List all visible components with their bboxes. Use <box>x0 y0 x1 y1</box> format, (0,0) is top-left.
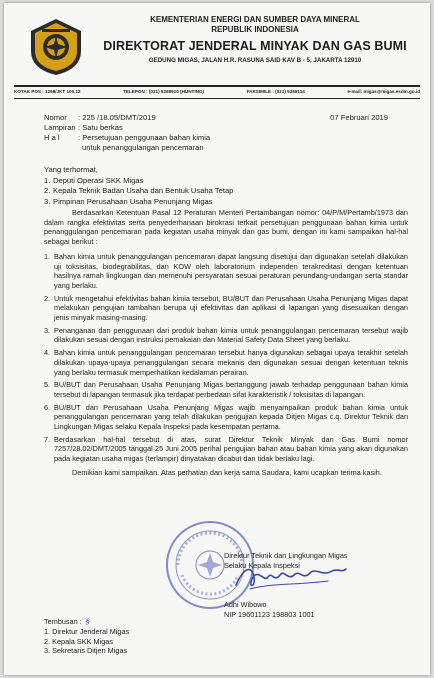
meta-lampiran <box>44 123 414 133</box>
lampiran-label: Lampiran <box>44 123 76 132</box>
republic-name: REPUBLIK INDONESIA <box>211 25 299 34</box>
handwritten-signature-icon <box>230 559 350 595</box>
list-item: 1. Bahan kimia untuk penanggulangan pencemaran dapat langsung disetujui dan digunakan setelah dilakukan uji toksisitas, biodegrabilitas, dan KOW oleh laboratorium independen terakreditasi dengan ketentuan hasilnya ramah lingkungan dan memenuhi persyaratan sesuai peraturan perundang-undangan serta standar yang berlaku. <box>44 251 408 290</box>
nomor-value: : 225 /18.05/DMT/2019 <box>78 113 156 122</box>
signatory-title: Direktur Teknik dan Lingkungan Migas <box>224 551 348 560</box>
points-list <box>44 252 408 464</box>
letter-date: 07 Februari 2019 <box>330 113 388 122</box>
cc-label: Tembusan : <box>44 617 82 626</box>
fax: FAKSIMILE : (021) 5268114 <box>246 89 305 94</box>
list-item: 7. Berdasarkan hal-hal tersebut di atas, surat Direktur Teknik Minyak dan Gas Bumi nomor 7257/28.02/DMT/2005 tanggal 25 Juni 2005 perihal pengujian bahan atau bahan kimia yang akan digunakan pada kegiatan usaha migas (terlampir) dinyatakan dicabut dan tidak berlaku lagi. <box>44 434 408 464</box>
meta-hal-cont <box>44 143 414 153</box>
hal-label: H a l <box>44 133 60 142</box>
list-item: 2. Kepala SKK Migas <box>44 636 113 646</box>
greeting: Yang terhormat, <box>44 165 98 174</box>
esdm-logo-icon <box>28 17 84 77</box>
header-divider <box>14 85 420 87</box>
recipient-list <box>44 176 404 208</box>
list-item: 4. Bahan kimia untuk penanggulangan pencemaran tersebut hanya digunakan sebagai upaya terakhir setelah dilakukan upaya-upaya penanggulangan secara mekanis dan digunakan sesuai dengan ketentuan teknis yang berlaku termasuk memperhatikan kedalaman perairan. <box>44 348 408 377</box>
list-item: 3. Penanganan dan penggunaan dari produk bahan kimia untuk penanggulangan pencemaran tersebut wajib dilakukan sesuai dengan instruksi pemakaian dan Material Safety Data Sheet yang berlaku. <box>44 325 408 345</box>
recipients <box>44 165 404 207</box>
letter-meta <box>44 113 414 153</box>
letter-page <box>4 3 430 675</box>
letter-body <box>44 208 408 478</box>
hal-value: : Persetujuan penggunaan bahan kimia <box>78 133 211 142</box>
telephone: TELEPON : (021) 5268910 (HUNTING) <box>123 89 205 94</box>
contact-divider <box>14 98 420 99</box>
list-item: 2. Kepala Teknik Badan Usaha dan Bentuk Usaha Tetap <box>44 186 234 195</box>
signatory-nip: NIP 19601123 198803 1001 <box>224 609 315 619</box>
list-item: 3. Sekretaris Ditjen Migas <box>44 646 128 656</box>
carbon-copy <box>44 617 244 656</box>
po-box: KOTAK POS : 1268/JKT 100.12 <box>14 89 81 94</box>
list-item: 5. BU/BUT dan Perusahaan Usaha Penunjang Migas bertanggung jawab terhadap penggunaan bahan kimia tersebut di lapangan termasuk jika terdapat perbedaan sifat karakteristik / toksisitas di lapangan. <box>44 380 408 399</box>
email: e-mail: migas@migas.esdm.go.id <box>347 89 420 94</box>
office-address: GEDUNG MIGAS, JALAN H.R. RASUNA SAID KAV B - 5, JAKARTA 12910 <box>148 57 362 64</box>
meta-hal <box>44 133 414 143</box>
contact-line <box>14 89 420 94</box>
nomor-label: Nomor <box>44 113 67 122</box>
lampiran-value: : Satu berkas <box>78 123 123 132</box>
list-item: 1. Deputi Operasi SKK Migas <box>44 175 144 185</box>
hal-value-continued: untuk penanggulangan pencemaran <box>82 143 204 152</box>
directorate-name: DIREKTORAT JENDERAL MINYAK DAN GAS BUMI <box>103 39 407 53</box>
list-item: 6. BU/BUT dan Perusahaan Usaha Penunjang Migas wajib menyampaikan produk bahan kimia untuk penanggulangan pencemaran yang telah dilakukan pengujian kepada Ditjen Migas c.q. Direktur Teknik dan Lingkungan Migas selaku Kepala Inspeksi pada kesempatan pertama. <box>44 402 408 432</box>
list-item: 3. Pimpinan Perusahaan Usaha Penunjang Migas <box>44 196 213 206</box>
list-item: 1. Direktur Jenderal Migas <box>44 626 130 636</box>
signatory-role: Selaku Kepala Inspeksi <box>224 560 300 570</box>
cc-check-icon: § <box>85 617 90 626</box>
list-item: 2. Untuk mengetahui efektivitas bahan kimia tersebut, BU/BUT dan Perusahaan Usaha Penunjang Migas dapat melakukan pengujian tambahan berupa uji efektivitas dan aplikasi di lapangan yang disesuaikan dengan jenis minyak masing-masing. <box>44 293 408 323</box>
closing-paragraph: Demikian kami sampaikan. Atas perhatian dan kerja sama Saudara, kami ucapkan terima kasih. <box>72 467 382 477</box>
letterhead <box>90 15 420 65</box>
ministry-name: KEMENTERIAN ENERGI DAN SUMBER DAYA MINERAL <box>150 15 360 24</box>
intro-paragraph: Berdasarkan Ketentuan Pasal 12 Peraturan Menteri Pertambangan nomor: 04/P/M/Pertamb/1973 dan dalam rangka efektivitas serta penyederhanaan birokrasi terkait persetujuan penggunaan bahan kimia untuk penanggulangan pencemaran pada kegiatan usaha minyak dan gas bumi, dengan ini kami sampaikan hal-hal sebagai berikut : <box>44 208 408 247</box>
signatory-name: Adhi Wibowo <box>224 600 267 610</box>
